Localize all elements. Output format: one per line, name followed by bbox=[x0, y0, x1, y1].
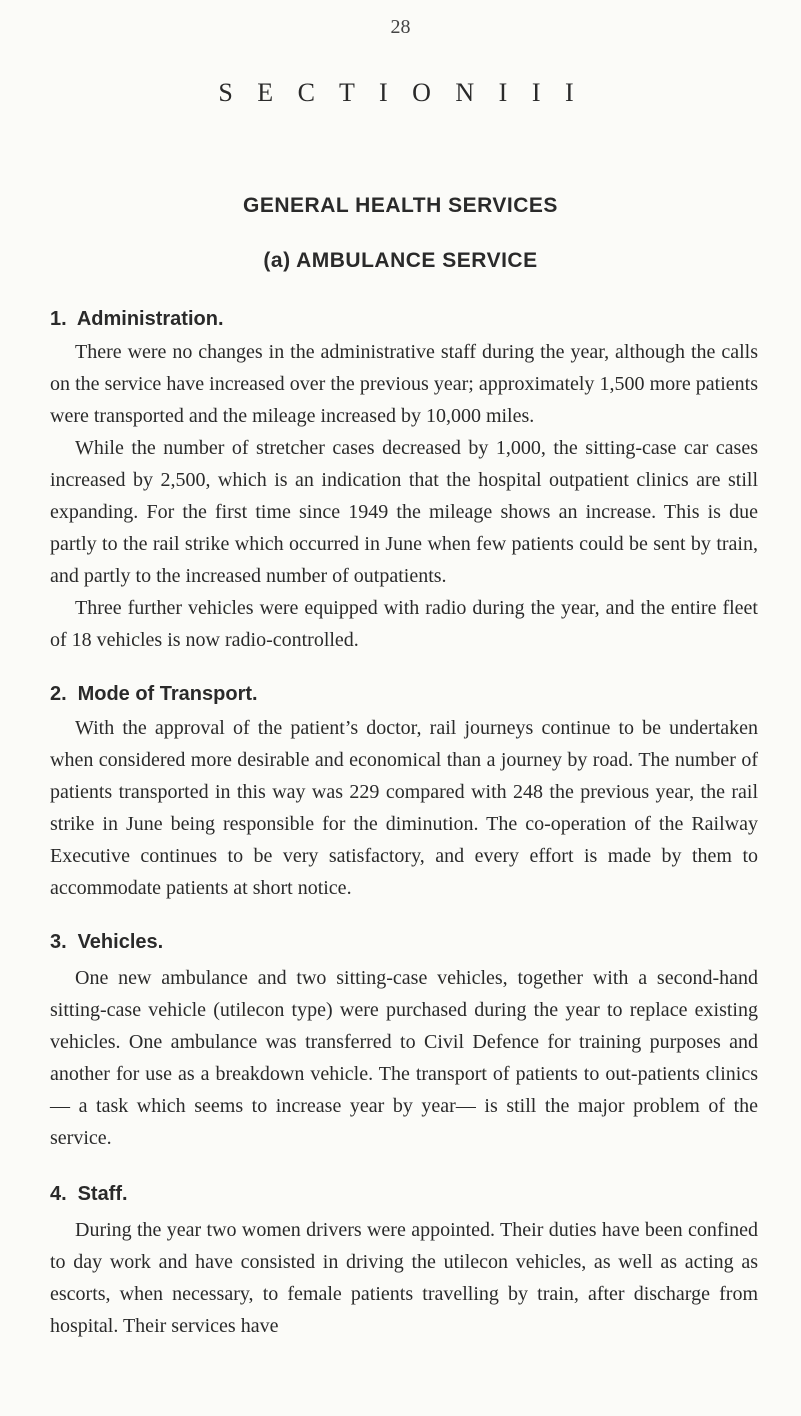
section-vehicles bbox=[50, 925, 758, 1154]
section-heading bbox=[50, 925, 758, 959]
section-title-text: Mode of Transport. bbox=[77, 683, 258, 705]
section-heading bbox=[50, 677, 758, 711]
section-heading bbox=[50, 302, 758, 336]
page-number: 28 bbox=[390, 16, 411, 38]
section-title: S E C T I O N I I I bbox=[218, 78, 583, 107]
section-number: 1. bbox=[50, 308, 67, 330]
section-number: 2. bbox=[50, 683, 67, 705]
paragraph: With the approval of the patient’s doctor, rail journeys continue to be undertaken when considered more desirable and economical than a journey by road. The number of patients transported in this way was 229 compared with 248 the previous year, the rail strike in June being responsible for the diminution. The co-operation of the Railway Executive continues to be very satisfactory, and every effort is made by them to accommodate patients at short notice. bbox=[50, 717, 758, 899]
section-title-text: Vehicles. bbox=[77, 931, 164, 953]
section-number: 3. bbox=[50, 931, 67, 953]
section-mode-of-transport bbox=[50, 677, 758, 904]
main-heading: GENERAL HEALTH SERVICES bbox=[243, 194, 558, 217]
paragraph: There were no changes in the administrative staff during the year, although the calls on the service have increased over the previous year; approximately 1,500 more patients were transported and the mileage increased by 10,000 miles. bbox=[50, 341, 758, 427]
section-title-text: Staff. bbox=[77, 1183, 128, 1205]
body-text bbox=[50, 302, 758, 1342]
sub-heading: (a) AMBULANCE SERVICE bbox=[263, 249, 538, 272]
section-number: 4. bbox=[50, 1183, 67, 1205]
paragraph: One new ambulance and two sitting-case vehicles, together with a second-hand sitting-case vehicle (utilecon type) were purchased during the year to replace existing vehicles. One ambulance was transferred to Civil Defence for training purposes and another for use as a breakdown vehicle. The transport of patients to out-patients clinics — a task which seems to increase year by year— is still the major problem of the service. bbox=[50, 967, 758, 1149]
paragraph: Three further vehicles were equipped with radio during the year, and the entire fleet of 18 vehicles is now radio-controlled. bbox=[50, 597, 758, 651]
section-heading bbox=[50, 1177, 758, 1211]
paragraph: During the year two women drivers were appointed. Their duties have been confined to day work and have consisted in driving the utilecon vehicles, as well as acting as escorts, when necessary, to female patients travelling by train, after discharge from hospital. Their services have bbox=[50, 1219, 758, 1337]
section-staff bbox=[50, 1177, 758, 1342]
section-title-text: Administration. bbox=[76, 308, 224, 330]
section-administration bbox=[50, 302, 758, 656]
paragraph: While the number of stretcher cases decreased by 1,000, the sitting-case car cases increased by 2,500, which is an indication that the hospital outpatient clinics are still expanding. For the first time since 1949 the mileage shows an increase. This is due partly to the rail strike which occurred in June when few patients could be sent by train, and partly to the increased number of outpatients. bbox=[50, 437, 758, 587]
